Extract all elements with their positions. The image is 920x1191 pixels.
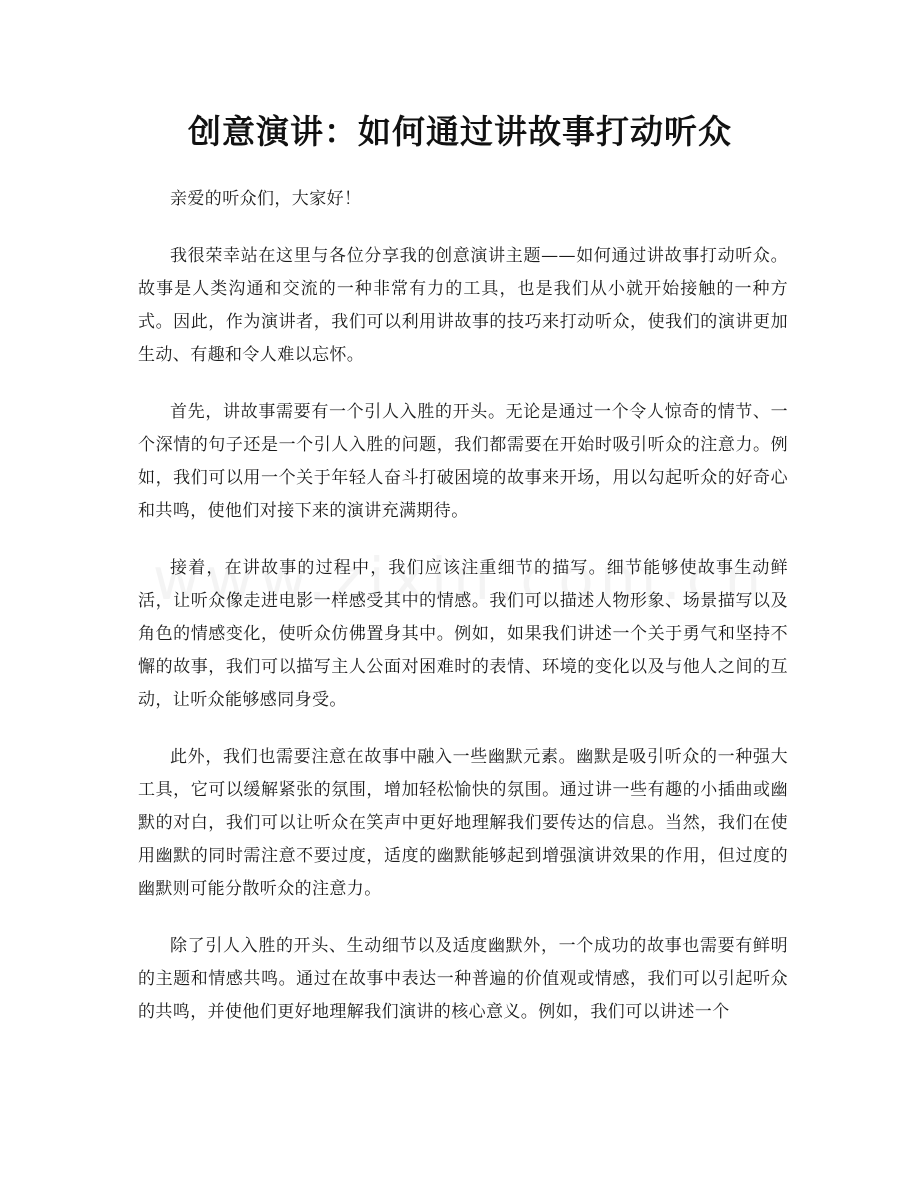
paragraph-theme: 除了引人入胜的开头、生动细节以及适度幽默外，一个成功的故事也需要有鲜明的主题和情感共鸣。通过在故事中表达一种普遍的价值观或情感，我们可以引起听众的共鸣，并使他们更好地理解我们演讲的核心意义。例如，我们可以讲述一个	[138, 936, 788, 1022]
paragraph-humor: 此外，我们也需要注意在故事中融入一些幽默元素。幽默是吸引听众的一种强大工具，它可以缓解紧张的氛围，增加轻松愉快的氛围。通过讲一些有趣的小插曲或幽默的对白，我们可以让听众在笑声中更好地理解我们要传达的信息。当然，我们在使用幽默的同时需注意不要过度，适度的幽默能够起到增强演讲效果的作用，但过度的幽默则可能分散听众的注意力。	[138, 747, 788, 899]
document-title: 创意演讲：如何通过讲故事打动听众	[188, 112, 732, 151]
paragraph-details: 接着，在讲故事的过程中，我们应该注重细节的描写。细节能够使故事生动鲜活，让听众像走进电影一样感受其中的情感。我们可以描述人物形象、场景描写以及角色的情感变化，使听众仿佛置身其中。例如，如果我们讲述一个关于勇气和坚持不懈的故事，我们可以描写主人公面对困难时的表情、环境的变化以及与他人之间的互动，让听众能够感同身受。	[138, 558, 788, 710]
paragraph-opening: 首先，讲故事需要有一个引人入胜的开头。无论是通过一个令人惊奇的情节、一个深情的句子还是一个引人入胜的问题，我们都需要在开始时吸引听众的注意力。例如，我们可以用一个关于年轻人奋斗打破困境的故事来开场，用以勾起听众的好奇心和共鸣，使他们对接下来的演讲充满期待。	[138, 402, 788, 521]
document-body	[138, 183, 788, 1053]
paragraph-intro: 我很荣幸站在这里与各位分享我的创意演讲主题——如何通过讲故事打动听众。故事是人类沟通和交流的一种非常有力的工具，也是我们从小就开始接触的一种方式。因此，作为演讲者，我们可以利用讲故事的技巧来打动听众，使我们的演讲更加生动、有趣和令人难以忘怀。	[138, 246, 788, 365]
paragraph-greeting: 亲爱的听众们，大家好！	[170, 189, 362, 209]
